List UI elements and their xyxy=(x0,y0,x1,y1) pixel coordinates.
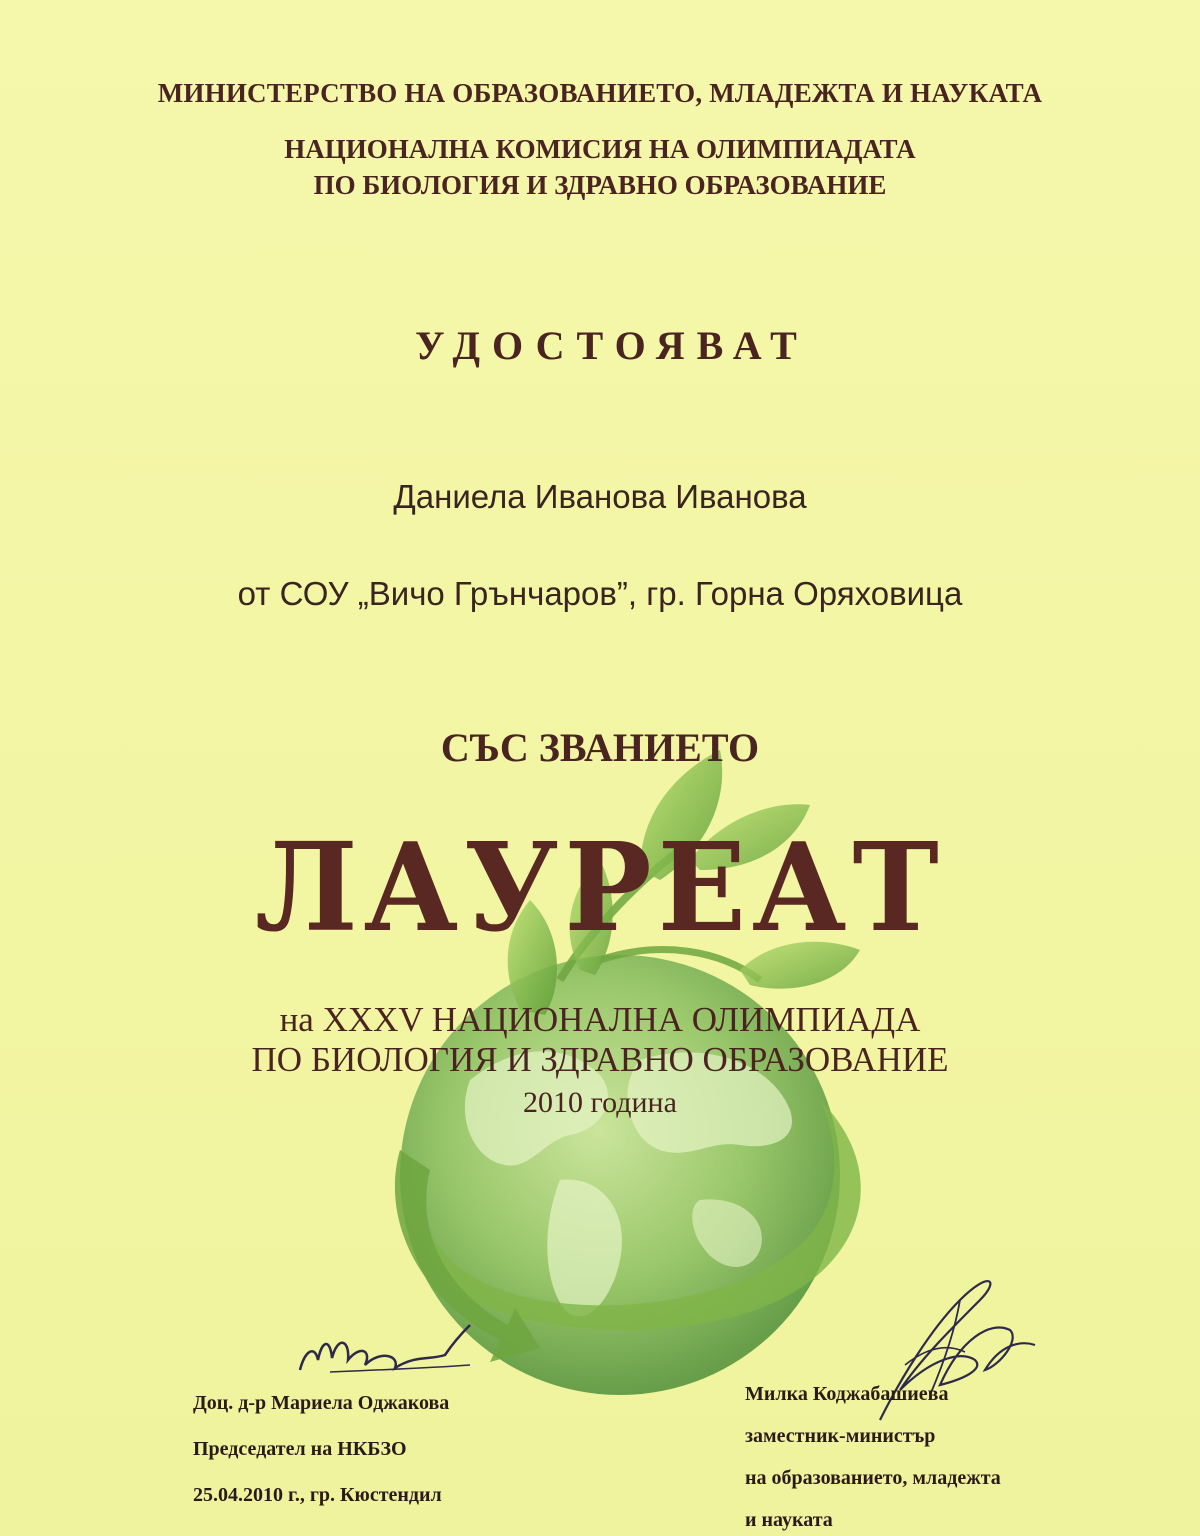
recipient-name: Даниела Иванова Иванова xyxy=(393,478,807,515)
award-verb: УДОСТОЯВАТ xyxy=(415,323,809,368)
award-title: ЛАУРЕАТ xyxy=(255,816,945,960)
olympiad-line2: ПО БИОЛОГИЯ И ЗДРАВНО ОБРАЗОВАНИЕ xyxy=(251,1040,949,1079)
signer-left-name: Доц. д-р Мариела Оджакова xyxy=(193,1392,450,1414)
signature-block-left xyxy=(193,1380,449,1518)
commission-heading-line1: НАЦИОНАЛНА КОМИСИЯ НА ОЛИМПИАДАТА xyxy=(284,134,916,164)
signer-left-date-place: 25.04.2010 г., гр. Кюстендил xyxy=(193,1484,442,1506)
signer-right-role-line3: и науката xyxy=(745,1509,833,1531)
title-label: СЪС ЗВАНИЕТО xyxy=(440,725,760,770)
olympiad-line1: на XXXV НАЦИОНАЛНА ОЛИМПИАДА xyxy=(279,1000,921,1039)
recipient-school: от СОУ „Вичо Грънчаров”, гр. Горна Оряховица xyxy=(237,575,963,612)
signer-left-role: Председател на НКБЗО xyxy=(193,1438,407,1460)
signer-right-name: Милка Коджабашиева xyxy=(745,1383,949,1405)
signer-right-role-line1: заместник-министър xyxy=(745,1425,936,1447)
signer-right-role-line2: на образованието, младежта xyxy=(745,1467,1001,1489)
olympiad-year: 2010 година xyxy=(523,1086,677,1119)
ministry-heading: МИНИСТЕРСТВО НА ОБРАЗОВАНИЕТО, МЛАДЕЖТА И НАУКАТА xyxy=(157,78,1043,108)
signature-block-right xyxy=(745,1373,1001,1536)
commission-heading-line2: ПО БИОЛОГИЯ И ЗДРАВНО ОБРАЗОВАНИЕ xyxy=(313,170,887,200)
